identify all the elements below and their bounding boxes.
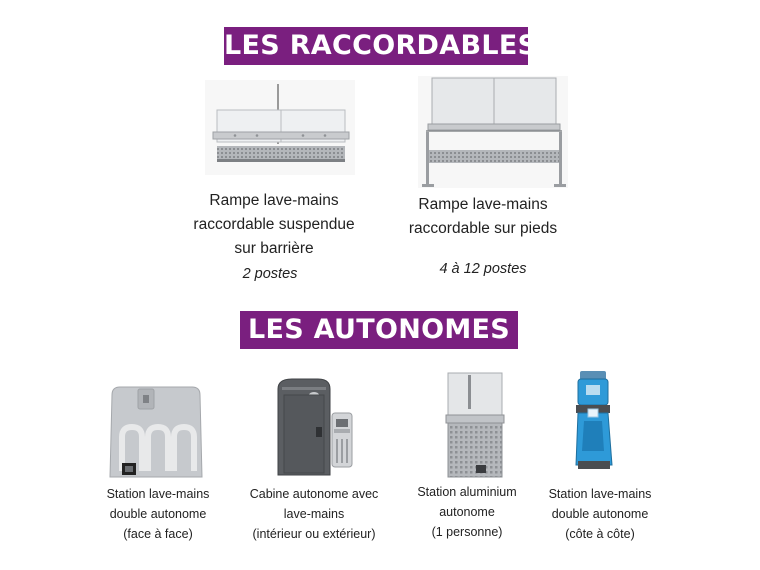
rampe-sur-pieds-image <box>418 76 568 188</box>
caption-cabine-autonome: Cabine autonome avec lave-mains (intérieur ou extérieur) <box>249 487 379 541</box>
station-cote-a-cote-image <box>574 369 624 473</box>
caption-station-cote-a-cote: Station lave-mains double autonome (côte à côte) <box>548 487 652 541</box>
station-face-a-face-image <box>108 385 204 479</box>
postes-rampe-sur-pieds: 4 à 12 postes <box>439 261 527 277</box>
caption-station-face-a-face: Station lave-mains double autonome (face à face) <box>106 487 210 541</box>
station-aluminium-image <box>440 371 510 479</box>
section-title-autonomes: LES AUTONOMES <box>240 311 518 349</box>
rampe-suspendue-image <box>205 80 355 175</box>
caption-station-aluminium: Station aluminium autonome (1 personne) <box>417 485 517 539</box>
postes-rampe-suspendue: 2 postes <box>242 266 298 282</box>
caption-rampe-sur-pieds: Rampe lave-mains raccordable sur pieds <box>408 196 558 237</box>
cabine-autonome-image <box>274 377 364 477</box>
caption-rampe-suspendue: Rampe lave-mains raccordable suspendue sur barrière <box>193 192 355 257</box>
section-title-raccordables: LES RACCORDABLES <box>224 27 528 65</box>
